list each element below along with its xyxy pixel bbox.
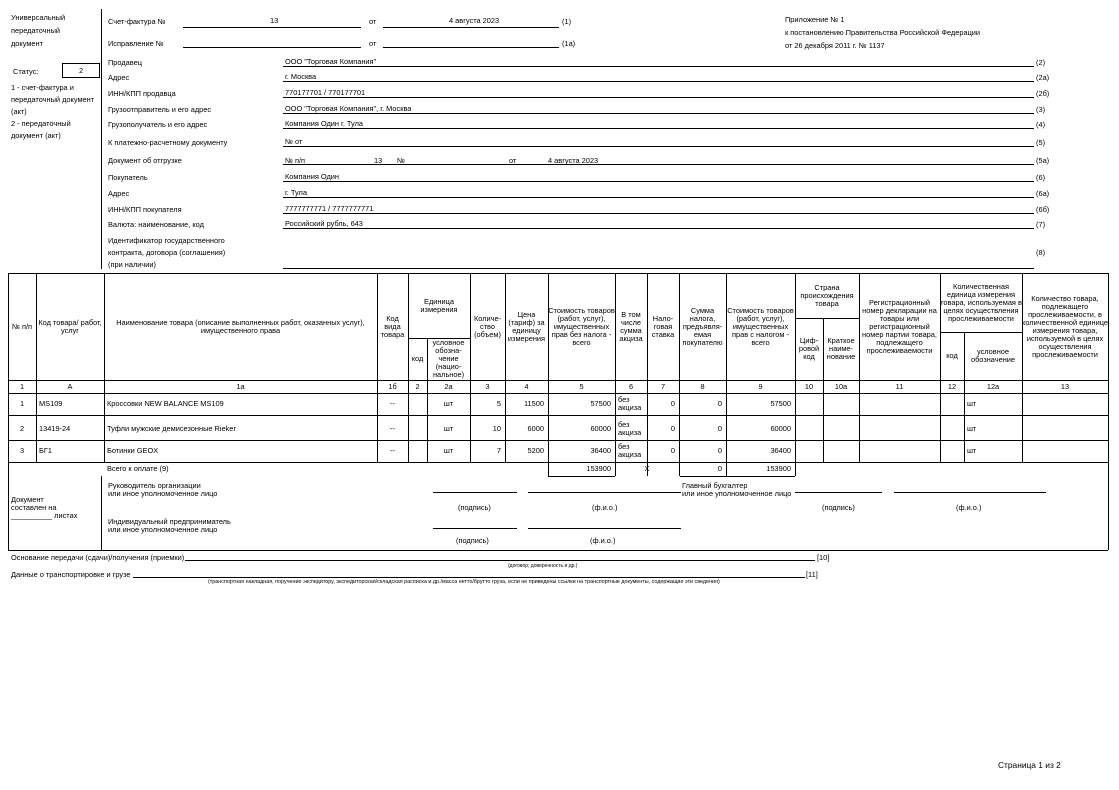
column-number: 11 [895, 381, 904, 391]
head-fio-line[interactable] [528, 492, 681, 493]
head-sign-line[interactable] [433, 492, 517, 493]
invoice-code: (1) [562, 17, 572, 26]
doc-sheets-line1: Документ [11, 495, 44, 504]
ip-label-line2: или иное уполномоченное лицо [108, 525, 218, 534]
head-sign-caption: (подпись) [458, 503, 491, 512]
total-col-border [795, 462, 796, 476]
row-price[interactable]: 5200 [527, 446, 544, 455]
left-panel-divider [101, 9, 102, 269]
shipment-num-label: № [397, 156, 405, 165]
total-cost: 153900 [586, 464, 611, 473]
invoice-from-label: от [369, 17, 377, 26]
field-value[interactable]: Российский рубль, 643 [285, 219, 363, 228]
shipment-from-label: от [509, 156, 517, 165]
invoice-number[interactable]: 13 [270, 16, 279, 25]
field-line [283, 164, 1034, 165]
transport-hint: (транспортная накладная, поручение экспедитору, экспедиторская/складская расписка и др./масса нетто/брутто груза, если не приведены ссылки на транспортные документы, содержащие эти сведения) [208, 579, 720, 585]
basis-label: Основание передачи (сдачи)/получения (приемки) [11, 553, 185, 562]
status-note1-line1: 1 - счет-фактура и [11, 83, 74, 92]
column-number: 2а [444, 381, 453, 391]
row-num: 1 [19, 399, 25, 408]
appendix-line2: к постановлению Правительства Российской Федерации [785, 28, 981, 37]
contract-label-line1: Идентификатор государственного [108, 236, 225, 245]
chief-sign-caption: (подпись) [822, 503, 855, 512]
col-header-trace-qty: Количество товара, подлежащего прослеживаемости, в количественной единице измерения товара, используемой в целях осуществления прослеживаемости [1022, 293, 1108, 359]
doc-title-line1: Универсальный [11, 13, 66, 22]
row-cost[interactable]: 36400 [590, 446, 611, 455]
signature-divider [101, 476, 102, 550]
row-price[interactable]: 6000 [527, 424, 544, 433]
col-header-kind: Код вида товара [380, 313, 405, 339]
col-header-rate: Нало-говая ставка [651, 313, 675, 339]
col-header-unit-code: код [411, 354, 424, 363]
row-excise[interactable]: без акциза [618, 420, 642, 437]
row-unit[interactable]: шт [443, 399, 454, 408]
status-note1-line2: передаточный документ [11, 95, 95, 104]
field-label: Грузополучатель и его адрес [108, 120, 208, 129]
correction-label: Исправление № [108, 39, 164, 48]
column-number: 10а [834, 381, 848, 391]
row-total[interactable]: 36400 [770, 446, 791, 455]
field-line [283, 66, 1034, 67]
total-excise: X [644, 464, 650, 473]
col-header-country: Страна происхождения товара [800, 282, 854, 308]
field-code: (7) [1036, 220, 1046, 229]
row-qty[interactable]: 5 [496, 399, 501, 408]
field-label: Документ об отгрузке [108, 156, 182, 165]
row-code[interactable]: MS109 [39, 399, 63, 408]
field-code: (6) [1036, 173, 1046, 182]
ip-label-line1: Индивидуальный предприниматель [108, 517, 231, 526]
total-label: Всего к оплате (9) [107, 464, 169, 473]
doc-sheets-line2: составлен на [11, 503, 57, 512]
row-total[interactable]: 57500 [770, 399, 791, 408]
field-value[interactable]: 7777777771 / 7777777771 [285, 204, 374, 213]
row-name[interactable]: Кроссовки NEW BALANCE MS109 [107, 399, 224, 408]
field-line [283, 228, 1034, 229]
contract-label-line3: (при наличии) [108, 260, 156, 269]
row-kind[interactable]: -- [390, 446, 395, 455]
invoice-date-line [383, 27, 559, 28]
row-price[interactable]: 11500 [523, 399, 544, 408]
field-label: ИНН/КПП покупателя [108, 205, 182, 214]
correction-number-line [183, 47, 361, 48]
field-line [283, 181, 1034, 182]
field-line [283, 81, 1034, 82]
field-code: (2б) [1036, 89, 1050, 98]
field-line [283, 113, 1034, 114]
row-rate[interactable]: 0 [670, 399, 675, 408]
transport-code: [11] [806, 570, 818, 579]
shipment-pp-value[interactable]: 13 [374, 156, 383, 165]
basis-line[interactable] [185, 560, 815, 561]
field-code: (4) [1036, 120, 1046, 129]
field-label: Адрес [108, 189, 130, 198]
field-code: (2а) [1036, 73, 1050, 82]
column-number: 13 [1060, 381, 1070, 391]
table-col-border [1108, 273, 1109, 550]
field-label: Валюта: наименование, код [108, 220, 204, 229]
total-sum: 153900 [766, 464, 791, 473]
column-number: 8 [700, 381, 705, 391]
total-rule [548, 476, 615, 477]
head-fio-caption: (ф.и.о.) [592, 503, 618, 512]
column-number: 10 [804, 381, 814, 391]
column-number: 7 [660, 381, 666, 391]
row-name[interactable]: Туфли мужские демисезонные Rieker [107, 424, 236, 433]
field-value[interactable]: г. Тула [285, 188, 307, 197]
field-code: (5) [1036, 138, 1046, 147]
field-value[interactable]: ООО "Торговая Компания", г. Москва [285, 104, 412, 113]
field-code: (6б) [1036, 205, 1050, 214]
field-line [283, 128, 1034, 129]
doc-title-line3: документ [11, 39, 44, 48]
row-name[interactable]: Ботинки GEOX [107, 446, 159, 455]
col-header-total: Стоимость товаров (работ, услуг), имущественных прав с налогом - всего [727, 305, 794, 347]
field-line [283, 213, 1034, 214]
col-header-tax: Сумма налога, предъявля-емая покупателю [682, 305, 723, 347]
row-trace-unit[interactable]: шт [967, 399, 977, 408]
ip-fio-caption: (ф.и.о.) [590, 536, 616, 545]
ip-fio-line[interactable] [528, 528, 681, 529]
transport-label: Данные о транспортировке и грузе [11, 570, 131, 579]
column-number: 2 [415, 381, 420, 391]
row-num: 2 [19, 424, 25, 433]
column-number: 1б [388, 381, 397, 391]
status-note2-line2: документ (акт) [11, 131, 61, 140]
contract-label-line2: контракта, договора (соглашения) [108, 248, 226, 257]
contract-code: (8) [1036, 248, 1046, 257]
column-number: 9 [758, 381, 763, 391]
field-code: (6а) [1036, 189, 1050, 198]
field-code: (5а) [1036, 156, 1050, 165]
field-value[interactable]: 770177701 / 770177701 [285, 88, 366, 97]
chief-label-line2: или иное уполномоченное лицо [682, 489, 792, 498]
row-trace-unit[interactable]: шт [967, 424, 977, 433]
field-line [283, 197, 1034, 198]
correction-from-label: от [369, 39, 377, 48]
row-rate[interactable]: 0 [670, 424, 675, 433]
head-label-line1: Руководитель организации [108, 481, 201, 490]
column-number: 1а [236, 381, 245, 391]
field-value[interactable]: Компания Один [285, 172, 339, 181]
status-note2-line1: 2 - передаточный [11, 119, 71, 128]
doc-sheets-line3[interactable]: __________ листах [11, 511, 78, 520]
col-header-code: Код товара/ работ, услуг [38, 317, 102, 335]
col-header-trace: Количественная единица измерения товара, используемая в целях осуществления прослеживаемости [940, 281, 1022, 323]
total-rule [680, 476, 795, 477]
field-value[interactable]: Компания Один г. Тула [285, 119, 363, 128]
total-tax: 0 [717, 464, 722, 473]
chief-label-line1: Главный бухгалтер [682, 481, 748, 490]
col-header-country-name: Краткое наиме-нование [826, 336, 856, 361]
column-number: 5 [579, 381, 584, 391]
row-cost[interactable]: 57500 [590, 399, 611, 408]
field-label: К платежно-расчетному документу [108, 138, 228, 147]
row-unit[interactable]: шт [443, 446, 454, 455]
shipment-date[interactable]: 4 августа 2023 [548, 156, 599, 165]
row-num: 3 [19, 446, 25, 455]
correction-date-line [383, 47, 559, 48]
column-number: А [67, 381, 73, 391]
col-header-price: Цена (тариф) за единицу измерения [507, 309, 546, 343]
row-qty[interactable]: 10 [492, 424, 501, 433]
invoice-number-line [183, 27, 361, 28]
field-label: Грузоотправитель и его адрес [108, 105, 212, 114]
col-header-trace-code: код [946, 351, 958, 360]
row-qty[interactable]: 7 [496, 446, 501, 455]
contract-line [283, 268, 1034, 269]
chief-fio-line[interactable] [894, 492, 1046, 493]
field-value[interactable]: г. Москва [285, 72, 317, 81]
col-header-trace-name: условное обозначение [970, 347, 1016, 364]
invoice-label: Счет-фактура № [108, 17, 166, 26]
col-header-num: № п/п [11, 321, 33, 331]
field-code: (3) [1036, 105, 1046, 114]
row-trace-unit[interactable]: шт [967, 446, 977, 455]
row-rate[interactable]: 0 [670, 446, 675, 455]
col-header-cost: Стоимость товаров (работ, услуг), имущественных прав без налога - всего [548, 305, 615, 347]
row-excise[interactable]: без акциза [618, 442, 642, 459]
col-header-name: Наименование товара (описание выполненных работ, оказанных услуг), имущественного права [116, 317, 365, 335]
appendix-line3: от 26 декабря 2011 г. № 1137 [785, 41, 885, 50]
row-tax[interactable]: 0 [717, 399, 722, 408]
row-unit[interactable]: шт [443, 424, 454, 433]
field-code: (2) [1036, 58, 1046, 67]
field-value[interactable]: ООО "Торговая Компания" [285, 57, 377, 66]
row-cost[interactable]: 60000 [590, 424, 611, 433]
status-label: Статус: [13, 67, 39, 76]
status-note1-line3: (акт) [11, 107, 27, 116]
doc-title-line2: передаточный [11, 26, 61, 35]
ip-sign-caption: (подпись) [456, 536, 489, 545]
field-label: Продавец [108, 58, 142, 67]
table-bottom-border [8, 550, 101, 551]
col-header-excise: В том числе сумма акциза [619, 309, 643, 343]
field-line [283, 146, 1034, 147]
field-label: Покупатель [108, 173, 148, 182]
table-row-rule [8, 415, 1108, 416]
row-code[interactable]: 13419-24 [39, 424, 71, 433]
row-kind[interactable]: -- [390, 424, 395, 433]
column-number: 12а [986, 381, 1000, 391]
col-header-unit: Единица измерения [420, 296, 458, 314]
column-number: 6 [628, 381, 634, 391]
ip-sign-line[interactable] [433, 528, 517, 529]
basis-hint: (договор; доверенность и др.) [508, 563, 578, 569]
chief-fio-caption: (ф.и.о.) [956, 503, 982, 512]
col-header-country-code: Циф-ровой код [798, 336, 820, 361]
field-line [283, 97, 1034, 98]
appendix-line1: Приложение № 1 [785, 15, 845, 24]
chief-sign-line[interactable] [795, 492, 882, 493]
row-total[interactable]: 60000 [770, 424, 791, 433]
col-header-unit-name: условное обозна-чение (нацио-нальное) [432, 338, 465, 379]
row-code[interactable]: БГ1 [39, 446, 52, 455]
invoice-date[interactable]: 4 августа 2023 [449, 16, 500, 25]
table-bottom-border [101, 550, 1108, 551]
field-value[interactable]: № от [285, 137, 303, 146]
page-number: Страница 1 из 2 [998, 760, 1061, 770]
basis-code: [10] [817, 553, 830, 562]
col-header-declaration: Регистрационный номер декларации на товары или регистрационный номер партии товара, подлежащего прослеживаемости [862, 297, 937, 355]
row-kind[interactable]: -- [390, 399, 395, 408]
column-number: 4 [524, 381, 529, 391]
row-tax[interactable]: 0 [717, 424, 722, 433]
field-label: Адрес [108, 73, 130, 82]
column-number: 12 [947, 381, 957, 391]
col-header-qty: Количе-ство (объем) [473, 313, 502, 339]
row-excise[interactable]: без акциза [618, 395, 642, 412]
field-label: ИНН/КПП продавца [108, 89, 176, 98]
shipment-pp-label: № п/п [285, 156, 306, 165]
row-tax[interactable]: 0 [717, 446, 722, 455]
head-label-line2: или иное уполномоченное лицо [108, 489, 218, 498]
column-number: 1 [19, 381, 25, 391]
correction-code: (1а) [562, 39, 576, 48]
status-value[interactable]: 2 [62, 63, 100, 78]
column-number: 3 [485, 381, 490, 391]
